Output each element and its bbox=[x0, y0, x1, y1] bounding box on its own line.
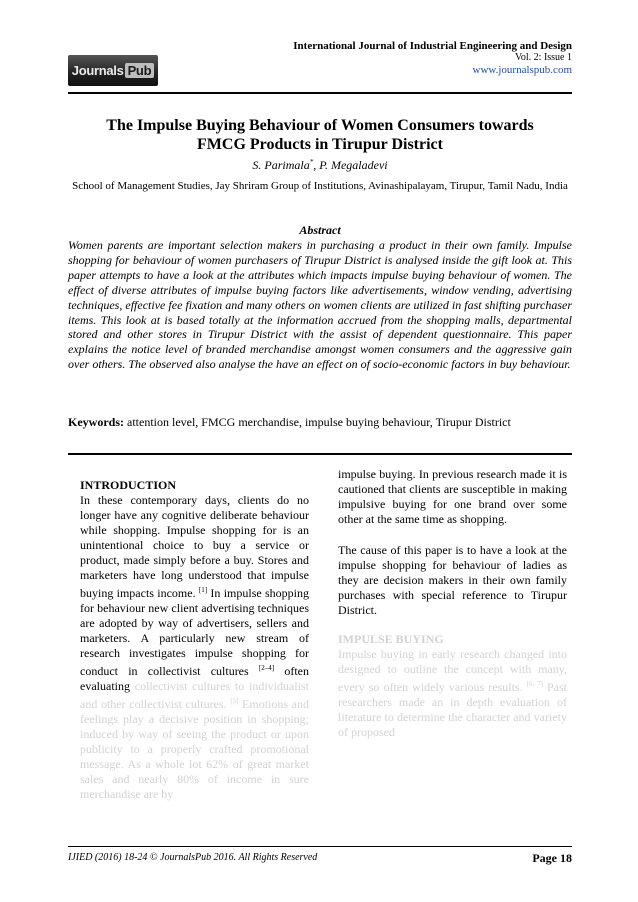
affiliation: School of Management Studies, Jay Shriram Group of Institutions, Avinashipalayam, Tirupur, Tamil Nadu, India bbox=[72, 180, 568, 192]
citation-ref-2[interactable]: [2–4] bbox=[258, 664, 275, 672]
intro-text-a: In these contemporary days, clients do no longer have any cognitive deliberate behaviour while shopping. Impulse shopping for is an unintentional choice to buy a service or product, made simply before a buy. Stores and marketers have long understood that impulse buying impacts income. bbox=[80, 493, 309, 600]
logo-text-journals: Journals bbox=[71, 63, 124, 78]
journal-volume: Vol. 2: Issue 1 bbox=[514, 52, 572, 63]
introduction-heading: INTRODUCTION bbox=[80, 478, 177, 492]
citation-ref-3[interactable]: [5] bbox=[230, 697, 239, 705]
footer-citation: IJIED (2016) 18-24 © JournalsPub 2016. All Rights Reserved bbox=[68, 852, 318, 863]
right-paragraph-2: The cause of this paper is to have a look at the impulse shopping for behaviour of ladies as they are decision makers in their own family purchases with special reference to Tirupur District. bbox=[338, 543, 567, 617]
right-paragraph-1: impulse buying. In previous research made it is cautioned that clients are susceptible in making impulsive buying for one brand over some other at the same time as shopping. bbox=[338, 467, 567, 526]
citation-ref-4[interactable]: [6, 7] bbox=[526, 680, 543, 688]
right-column bbox=[338, 467, 567, 740]
journal-logo bbox=[68, 55, 158, 86]
keywords bbox=[68, 415, 572, 430]
author-1: S. Parimala bbox=[252, 158, 310, 172]
logo-text-pub: Pub bbox=[125, 63, 155, 78]
intro-faded-text-b: Emotions and feelings play a decisive position in shopping; induced by way of seeing the product or upon publicity to a properly crafted promotional message. As a whole lot 62% of great market sales and nearly 80% of income in sure merchandise are by bbox=[80, 697, 310, 801]
journal-name: International Journal of Industrial Engineering and Design bbox=[293, 40, 572, 52]
left-column bbox=[80, 478, 309, 802]
citation-ref-1[interactable]: [1] bbox=[198, 586, 208, 594]
title-line-2: FMCG Products in Tirupur District bbox=[197, 136, 443, 153]
page-number: Page 18 bbox=[532, 851, 572, 865]
section-divider bbox=[68, 453, 572, 455]
intro-faded-text-a: collectivist cultures to individualist and other collectivist cultures. bbox=[80, 679, 309, 711]
journal-url-link[interactable]: www.journalspub.com bbox=[472, 64, 572, 76]
authors bbox=[68, 158, 572, 173]
impulse-buying-paragraph bbox=[338, 647, 567, 740]
abstract-text: Women parents are important selection makers in purchasing a product in their own family. Impulse shopping for behaviour of women purchasers of Tirupur District is analysed inside the gift look at. This paper attempts to have a look at the attributes which impacts impulse buying behaviour of women. The effect of diverse attributes of impulse buying factors like advertisements, window vending, advertising techniques, effective fee fixation and many others on women clients are utilized in fast shifting purchaser items. This look at is based totally at the information accrued from the shopping malls, departmental stored and other stores in Tirupur District with the assist of dependent questionnaire. This paper explains the notice level of branded merchandise amongst women consumers and the aggressive gain over others. The observed also analyse the have an effect on of socio-economic factors in buy behaviour. bbox=[68, 238, 572, 372]
author-2: , P. Megaladevi bbox=[313, 158, 388, 172]
impulse-text-a: Impulse buying in early research changed into designed to outline the concept with many, every so often widely various results. bbox=[338, 647, 567, 694]
abstract-heading: Abstract bbox=[299, 223, 341, 237]
keywords-text: attention level, FMCG merchandise, impulse buying behaviour, Tirupur District bbox=[124, 415, 511, 429]
corresponding-mark: * bbox=[309, 158, 314, 166]
header-divider bbox=[68, 92, 572, 94]
title-line-1: The Impulse Buying Behaviour of Women Consumers towards bbox=[106, 117, 534, 134]
footer-divider bbox=[68, 846, 572, 847]
intro-text-c: often evaluating bbox=[80, 664, 309, 693]
introduction-paragraph bbox=[80, 493, 309, 802]
impulse-buying-heading: IMPULSE BUYING bbox=[338, 632, 444, 646]
impulse-text-b: Past researchers made an in depth evaluation of literature to determine the character and variety of proposed bbox=[338, 680, 567, 739]
intro-text-b: In impulse shopping for behaviour new client advertising techniques are adopted by way of advertisers, sellers and marketers. A particularly new stream of research investigates impulse shopping for conduct in collectivist cultures bbox=[80, 586, 309, 678]
keywords-label: Keywords: bbox=[68, 415, 124, 429]
article-title bbox=[68, 116, 572, 154]
